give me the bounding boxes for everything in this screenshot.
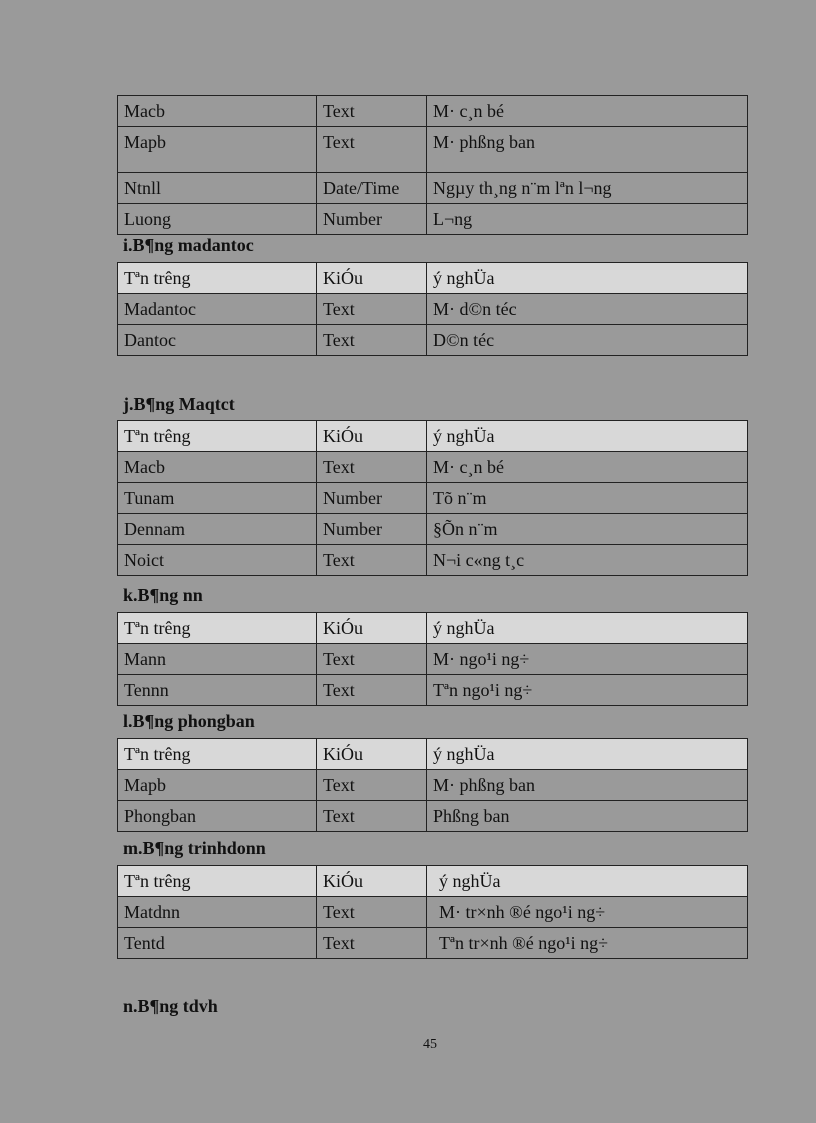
- table-row: [118, 173, 748, 204]
- field-name-cell: Matdnn: [118, 897, 317, 928]
- field-name-cell: Dennam: [118, 514, 317, 545]
- field-name-cell: Macb: [118, 452, 317, 483]
- field-meaning-cell: Tªn ngo¹i ng÷: [427, 675, 748, 706]
- field-type-cell: Text: [317, 127, 427, 173]
- field-meaning-cell: Tõ n¨m: [427, 483, 748, 514]
- field-meaning-cell: Ngµy th¸ng n¨m lªn l¬ng: [427, 173, 748, 204]
- table-phongban: [117, 738, 748, 832]
- section-heading-madantoc: i.B¶ng madantoc: [123, 235, 254, 255]
- table-row: [118, 204, 748, 235]
- header-field-meaning: ý nghÜa: [427, 421, 748, 452]
- table-row: [118, 897, 748, 928]
- field-type-cell: Text: [317, 545, 427, 576]
- table-header-row: [118, 263, 748, 294]
- section-heading-trinhdonn: m.B¶ng trinhdonn: [123, 838, 266, 858]
- table-header-row: [118, 613, 748, 644]
- header-field-type: KiÓu: [317, 739, 427, 770]
- field-type-cell: Number: [317, 514, 427, 545]
- table-row: [118, 545, 748, 576]
- header-field-type: KiÓu: [317, 421, 427, 452]
- table-header-row: [118, 866, 748, 897]
- field-type-cell: Date/Time: [317, 173, 427, 204]
- field-meaning-cell: N¬i c«ng t¸c: [427, 545, 748, 576]
- field-name-cell: Mapb: [118, 770, 317, 801]
- header-field-type: KiÓu: [317, 613, 427, 644]
- field-type-cell: Text: [317, 675, 427, 706]
- table-madantoc: [117, 262, 748, 356]
- field-name-cell: Tentd: [118, 928, 317, 959]
- table-row: [118, 801, 748, 832]
- field-meaning-cell: M· ngo¹i ng÷: [427, 644, 748, 675]
- field-name-cell: Macb: [118, 96, 317, 127]
- field-name-cell: Tennn: [118, 675, 317, 706]
- field-name-cell: Ntnll: [118, 173, 317, 204]
- field-type-cell: Text: [317, 644, 427, 675]
- field-name-cell: Mann: [118, 644, 317, 675]
- field-meaning-cell: M· phßng ban: [427, 127, 748, 173]
- header-field-name: Tªn trêng: [118, 421, 317, 452]
- header-field-meaning: ý nghÜa: [427, 866, 748, 897]
- field-type-cell: Text: [317, 294, 427, 325]
- page-number: 45: [423, 1037, 437, 1052]
- field-name-cell: Luong: [118, 204, 317, 235]
- field-meaning-cell: D©n téc: [427, 325, 748, 356]
- field-type-cell: Text: [317, 96, 427, 127]
- table-row: [118, 96, 748, 127]
- field-name-cell: Tunam: [118, 483, 317, 514]
- table-row: [118, 452, 748, 483]
- header-field-name: Tªn trêng: [118, 263, 317, 294]
- table-row: [118, 483, 748, 514]
- field-name-cell: Dantoc: [118, 325, 317, 356]
- field-meaning-cell: M· c¸n bé: [427, 452, 748, 483]
- field-meaning-cell: L¬ng: [427, 204, 748, 235]
- header-field-meaning: ý nghÜa: [427, 263, 748, 294]
- table-nn: [117, 612, 748, 706]
- field-name-cell: Noict: [118, 545, 317, 576]
- table-continued: [117, 95, 748, 235]
- field-type-cell: Number: [317, 204, 427, 235]
- header-field-name: Tªn trêng: [118, 866, 317, 897]
- table-row: [118, 675, 748, 706]
- header-field-name: Tªn trêng: [118, 613, 317, 644]
- table-row: [118, 325, 748, 356]
- header-field-type: KiÓu: [317, 866, 427, 897]
- field-type-cell: Text: [317, 770, 427, 801]
- table-row: [118, 770, 748, 801]
- field-type-cell: Text: [317, 801, 427, 832]
- table-trinhdonn: [117, 865, 748, 959]
- header-field-meaning: ý nghÜa: [427, 613, 748, 644]
- table-row: [118, 514, 748, 545]
- table-row: [118, 294, 748, 325]
- section-heading-nn: k.B¶ng nn: [123, 585, 203, 605]
- section-heading-tdvh: n.B¶ng tdvh: [123, 996, 218, 1016]
- field-type-cell: Number: [317, 483, 427, 514]
- field-name-cell: Phongban: [118, 801, 317, 832]
- table-header-row: [118, 739, 748, 770]
- table-maqtct: [117, 420, 748, 576]
- table-row: [118, 127, 748, 173]
- field-meaning-cell: M· d©n téc: [427, 294, 748, 325]
- header-field-name: Tªn trêng: [118, 739, 317, 770]
- field-meaning-cell: Phßng ban: [427, 801, 748, 832]
- field-type-cell: Text: [317, 452, 427, 483]
- section-heading-phongban: l.B¶ng phongban: [123, 711, 255, 731]
- field-meaning-cell: §Õn n¨m: [427, 514, 748, 545]
- field-meaning-cell: M· c¸n bé: [427, 96, 748, 127]
- field-name-cell: Madantoc: [118, 294, 317, 325]
- field-meaning-cell: Tªn tr×nh ®é ngo¹i ng÷: [427, 928, 748, 959]
- field-name-cell: Mapb: [118, 127, 317, 173]
- header-field-type: KiÓu: [317, 263, 427, 294]
- table-row: [118, 928, 748, 959]
- field-type-cell: Text: [317, 928, 427, 959]
- field-meaning-cell: M· phßng ban: [427, 770, 748, 801]
- table-header-row: [118, 421, 748, 452]
- header-field-meaning: ý nghÜa: [427, 739, 748, 770]
- field-type-cell: Text: [317, 897, 427, 928]
- section-heading-maqtct: j.B¶ng Maqtct: [123, 394, 235, 414]
- field-meaning-cell: M· tr×nh ®é ngo¹i ng÷: [427, 897, 748, 928]
- table-row: [118, 644, 748, 675]
- field-type-cell: Text: [317, 325, 427, 356]
